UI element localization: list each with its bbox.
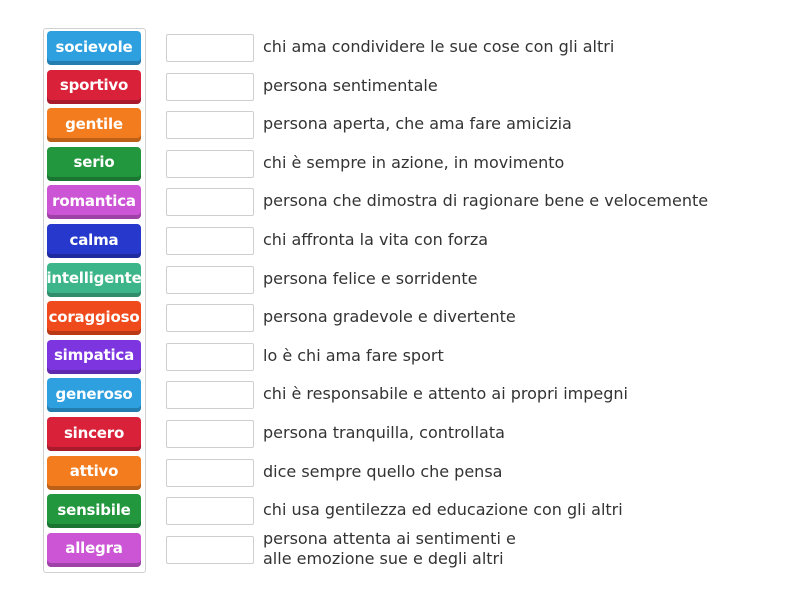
word-tile-coraggioso[interactable]: coraggioso [47, 301, 141, 335]
word-tile-generoso[interactable]: generoso [47, 378, 141, 412]
definition-text [263, 307, 516, 327]
word-tile-socievole[interactable]: socievole [47, 31, 141, 65]
word-tile-sportivo[interactable]: sportivo [47, 70, 141, 104]
definition-line: persona felice e sorridente [263, 268, 478, 288]
drop-slot[interactable] [166, 343, 254, 371]
definition-text [263, 346, 444, 366]
word-tile-allegra[interactable]: allegra [47, 533, 141, 567]
definition-line: chi affronta la vita con forza [263, 230, 489, 249]
word-tile-simpatica[interactable]: simpatica [47, 340, 141, 374]
definition-text [263, 500, 623, 520]
definition-text [263, 529, 516, 569]
definition-line: persona tranquilla, controllata [263, 423, 505, 442]
definition-text [263, 76, 438, 96]
word-tile-intelligente[interactable]: intelligente [47, 263, 141, 297]
definition-text [263, 153, 564, 173]
word-tile-attivo[interactable]: attivo [47, 456, 141, 490]
definition-text [263, 37, 614, 57]
word-tile-serio[interactable]: serio [47, 147, 141, 181]
definition-line: chi usa gentilezza ed educazione con gli altri [263, 500, 623, 520]
drop-slot[interactable] [166, 266, 254, 294]
drop-slot[interactable] [166, 150, 254, 178]
definition-line: persona sentimentale [263, 75, 438, 95]
drop-slot[interactable] [166, 459, 254, 487]
drop-slot[interactable] [166, 304, 254, 332]
drop-slot[interactable] [166, 188, 254, 216]
definition-line: persona gradevole e divertente [263, 307, 516, 327]
word-tile-gentile[interactable]: gentile [47, 108, 141, 142]
definition-line: chi ama condividere le sue cose con gli altri [263, 37, 615, 56]
definition-text [263, 269, 477, 289]
definition-line: lo è chi ama fare sport [263, 345, 444, 365]
drop-slot[interactable] [166, 497, 254, 525]
word-tile-romantica[interactable]: romantica [47, 185, 141, 219]
word-tile-sensibile[interactable]: sensibile [47, 494, 141, 528]
definition-line: persona che dimostra di ragionare bene e velocemente [263, 191, 709, 211]
definition-text [263, 114, 572, 134]
definition-text [263, 230, 488, 250]
drop-slot[interactable] [166, 536, 254, 564]
definition-text [263, 384, 628, 404]
word-tile-sincero[interactable]: sincero [47, 417, 141, 451]
definition-text [263, 462, 502, 482]
drop-slot[interactable] [166, 34, 254, 62]
definition-line: chi è responsabile e attento ai propri impegni [263, 384, 628, 404]
definition-text [263, 191, 708, 211]
drop-slot[interactable] [166, 381, 254, 409]
definition-line: persona attenta ai sentimenti e [263, 528, 516, 548]
drop-slot[interactable] [166, 111, 254, 139]
definition-line: chi è sempre in azione, in movimento [263, 152, 565, 172]
drop-slot[interactable] [166, 73, 254, 101]
drop-slot[interactable] [166, 420, 254, 448]
definition-line: dice sempre quello che pensa [263, 461, 503, 481]
definition-line: persona aperta, che ama fare amicizia [263, 114, 572, 134]
word-tile-calma[interactable]: calma [47, 224, 141, 258]
definition-text [263, 423, 505, 443]
definition-line: alle emozione sue e degli altri [263, 548, 504, 568]
drop-slot[interactable] [166, 227, 254, 255]
